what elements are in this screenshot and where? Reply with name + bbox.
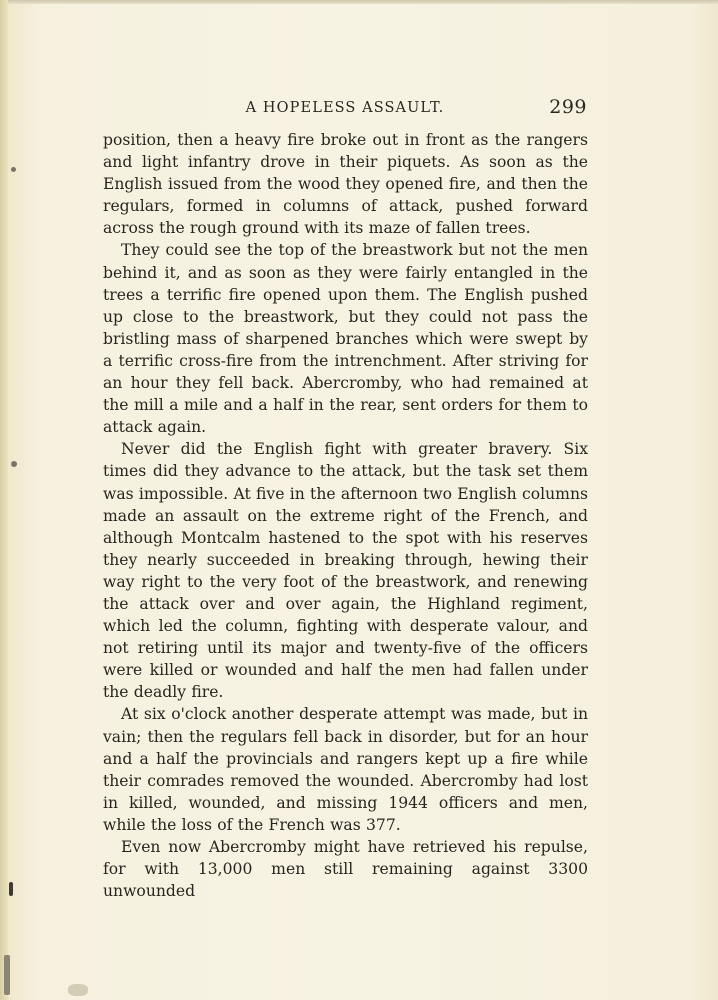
paragraph-4: At six o'clock another desperate attempt was made, but in vain; then the regulars fell back in disorder, but for an hour and a half the provincials and rangers kept up a fire while their comrades removed the wounded. Abercromby had lost in killed, wounded, and missing 1944 officers and men, while the loss of the French was 377. [103,705,588,834]
page-number: 299 [549,96,587,118]
body-text [103,129,588,902]
margin-spot [11,167,16,172]
paragraph-5: Even now Abercromby might have retrieved his repulse, for with 13,000 men still remaining against 3300 unwounded [103,838,588,901]
page-binding-edge [0,0,8,1000]
page-top-edge [0,0,718,4]
margin-spot [11,461,17,467]
paragraph-1: position, then a heavy fire broke out in front as the rangers and light infantry drove in their piquets. As soon as the English issued from the wood they opened fire, and then the regulars, formed in columns of attack, pushed forward across the rough ground with its maze of fallen trees. [103,131,588,238]
paragraph-3: Never did the English fight with greater bravery. Six times did they advance to the attack, but the task set them was impossible. At five in the afternoon two English columns made an assault on the extreme right of the French, and although Montcalm hastened to the spot with his reserves they nearly succeeded in breaking through, hewing their way right to the very foot of the breastwork, and renewing the attack over and over again, the Highland regiment, which led the column, fighting with desperate valour, and not retiring until its major and twenty-five of the officers were killed or wounded and half the men had fallen under the deadly fire. [103,440,588,702]
paper-smudge [68,984,88,996]
paragraph-2: They could see the top of the breastwork but not the men behind it, and as soon as they were fairly entangled in the trees a terrific fire opened upon them. The English pushed up close to the breastwork, but they could not pass the bristling mass of sharpened branches which were swept by a terrific cross-fire from the intrenchment. After striving for an hour they fell back. Abercromby, who had remained at the mill a mile and a half in the rear, sent orders for them to attack again. [103,241,588,437]
running-title: A HOPELESS ASSAULT. [245,100,445,116]
running-head [103,96,587,122]
margin-spot [9,882,13,896]
margin-spot [4,955,10,995]
